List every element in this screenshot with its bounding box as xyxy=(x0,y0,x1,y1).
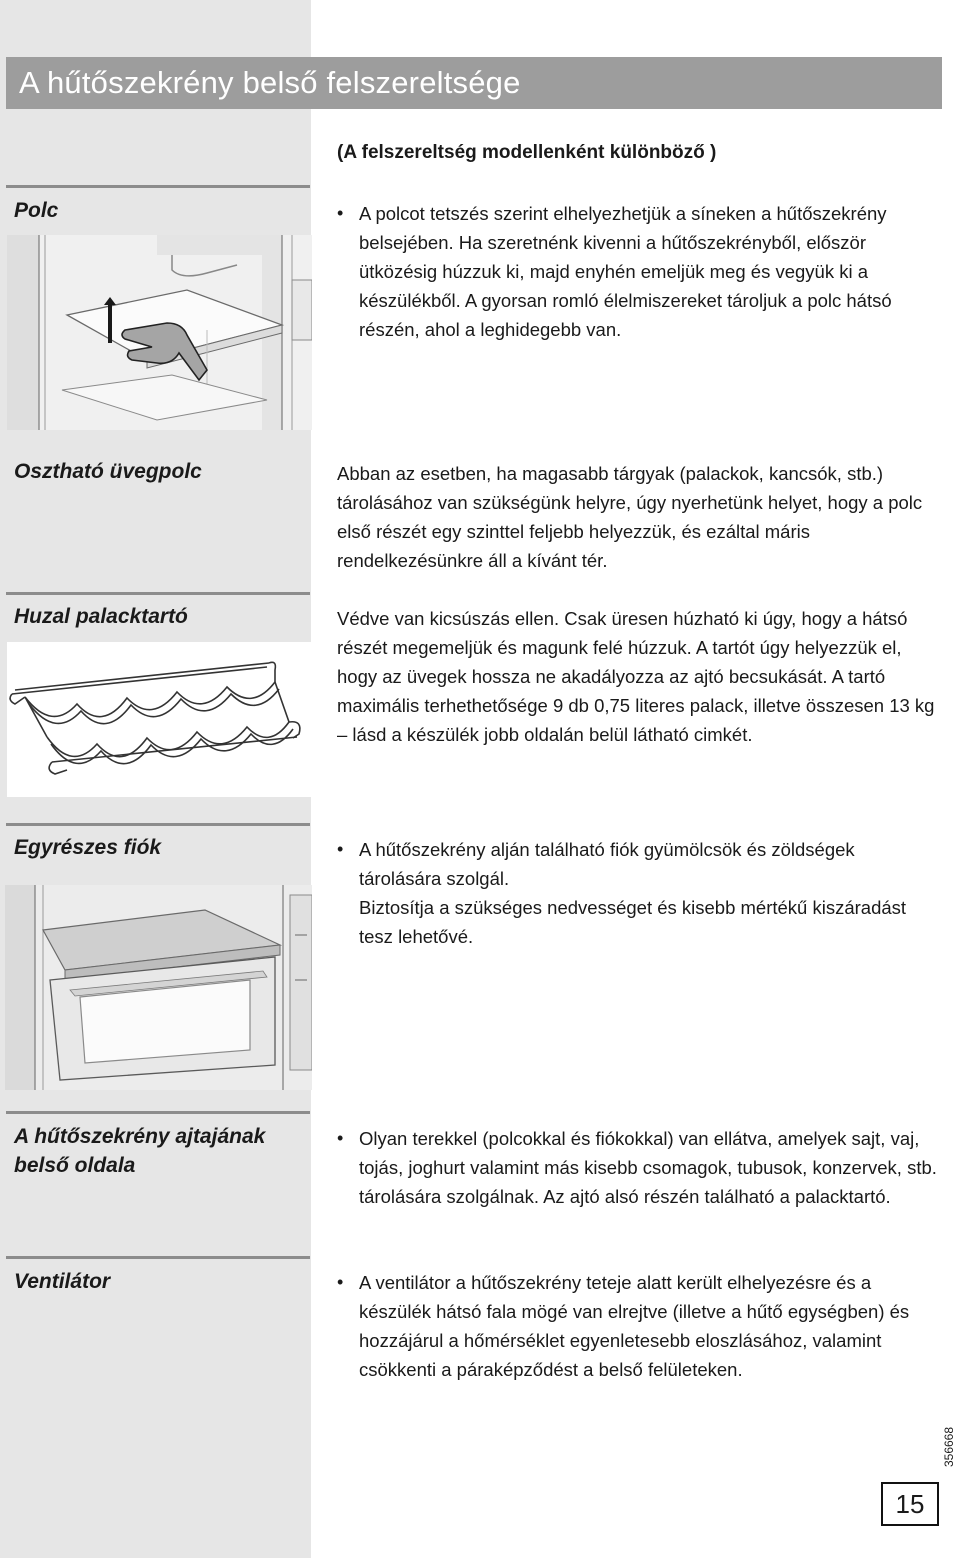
ajto-description xyxy=(337,1124,937,1211)
section-divider xyxy=(6,592,310,595)
fiok-description xyxy=(337,835,937,951)
page-title: A hűtőszekrény belső felszereltsége xyxy=(19,65,521,100)
ventilator-description xyxy=(337,1268,937,1384)
polc-description xyxy=(337,199,937,344)
section-divider xyxy=(6,1256,310,1259)
section-divider xyxy=(6,1111,310,1114)
section-label-ventilator: Ventilátor xyxy=(14,1270,111,1293)
title-bar xyxy=(6,57,942,109)
bullet-marker: • xyxy=(337,839,344,859)
section-label-ajto: A hűtőszekrény ajtajának belső oldala xyxy=(14,1125,266,1177)
section-divider xyxy=(6,823,310,826)
fiok-text-2: Biztosítja a szükséges nedvességet és kisebb mértékű kiszáradást tesz lehetővé. xyxy=(359,897,907,947)
huzal-text: Védve van kicsúszás ellen. Csak üresen húzható ki úgy, hogy a hátsó részét megemeljük és magunk felé húzzuk. A tartót úgy helyezzük el, hogy az üvegek hossza ne akadályozza az ajtó becsukását. A tartó maximális terhethetősége 9 db 0,75 literes palack, illetve összesen 13 kg – lásd a készülék jobb oldalán belül látható cimkét. xyxy=(337,608,935,745)
section-label-oszthato: Osztható üvegpolc xyxy=(14,460,202,483)
drawer-illustration xyxy=(5,885,312,1090)
polc-text: A polcot tetszés szerint elhelyezhetjük a síneken a hűtőszekrény belsejében. Ha szeretnénk kivenni a hűtőszekrényből, először ütközésig húzzuk ki, majd enyhén emeljük meg és vegyük ki a készülékből. A gyorsan romló élelmiszereket tároljuk a polc hátsó részén, ahol a leghidegebb van. xyxy=(359,203,892,340)
bullet-marker: • xyxy=(337,1272,344,1292)
section-label-huzal: Huzal palacktartó xyxy=(14,605,188,628)
subtitle: (A felszereltség modellenként különböző ) xyxy=(337,142,717,163)
section-divider xyxy=(6,185,310,188)
bullet-marker: • xyxy=(337,1128,344,1148)
document-number: 356668 xyxy=(942,1426,957,1468)
ventilator-text: A ventilátor a hűtőszekrény teteje alatt került elhelyezésre és a készülék hátsó fala mögé van elrejtve (illetve a hűtő egységben) és hozzájárul a hőmérséklet egyenletesebb eloszlásához, valamint csökkenti a páraképződést a belső felületeken. xyxy=(359,1272,910,1380)
ajto-text: Olyan terekkel (polcokkal és fiókokkal) van ellátva, amelyek sajt, vaj, tojás, joghurt valamint más kisebb csomagok, tubusok, konzervek, stb. tárolására szolgálnak. Az ajtó alsó részén található a palacktartó. xyxy=(359,1128,937,1207)
section-label-polc: Polc xyxy=(14,199,59,222)
fiok-text-1: A hűtőszekrény alján található fiók gyümölcsök és zöldségek tárolására szolgál. xyxy=(359,839,855,889)
page-number: 15 xyxy=(881,1482,939,1526)
bullet-marker: • xyxy=(337,203,344,223)
shelf-illustration xyxy=(7,235,312,430)
wire-bottle-rack-illustration xyxy=(7,642,312,797)
oszthato-text: Abban az esetben, ha magasabb tárgyak (palackok, kancsók, stb.) tárolásához van szükségünk helyre, úgy nyerhetünk helyet, hogy a polc első részét egy szinttel feljebb helyezzük, és ezáltal máris rendelkezésünkre áll a kívánt tér. xyxy=(337,463,923,571)
section-label-fiok: Egyrészes fiók xyxy=(14,836,162,859)
